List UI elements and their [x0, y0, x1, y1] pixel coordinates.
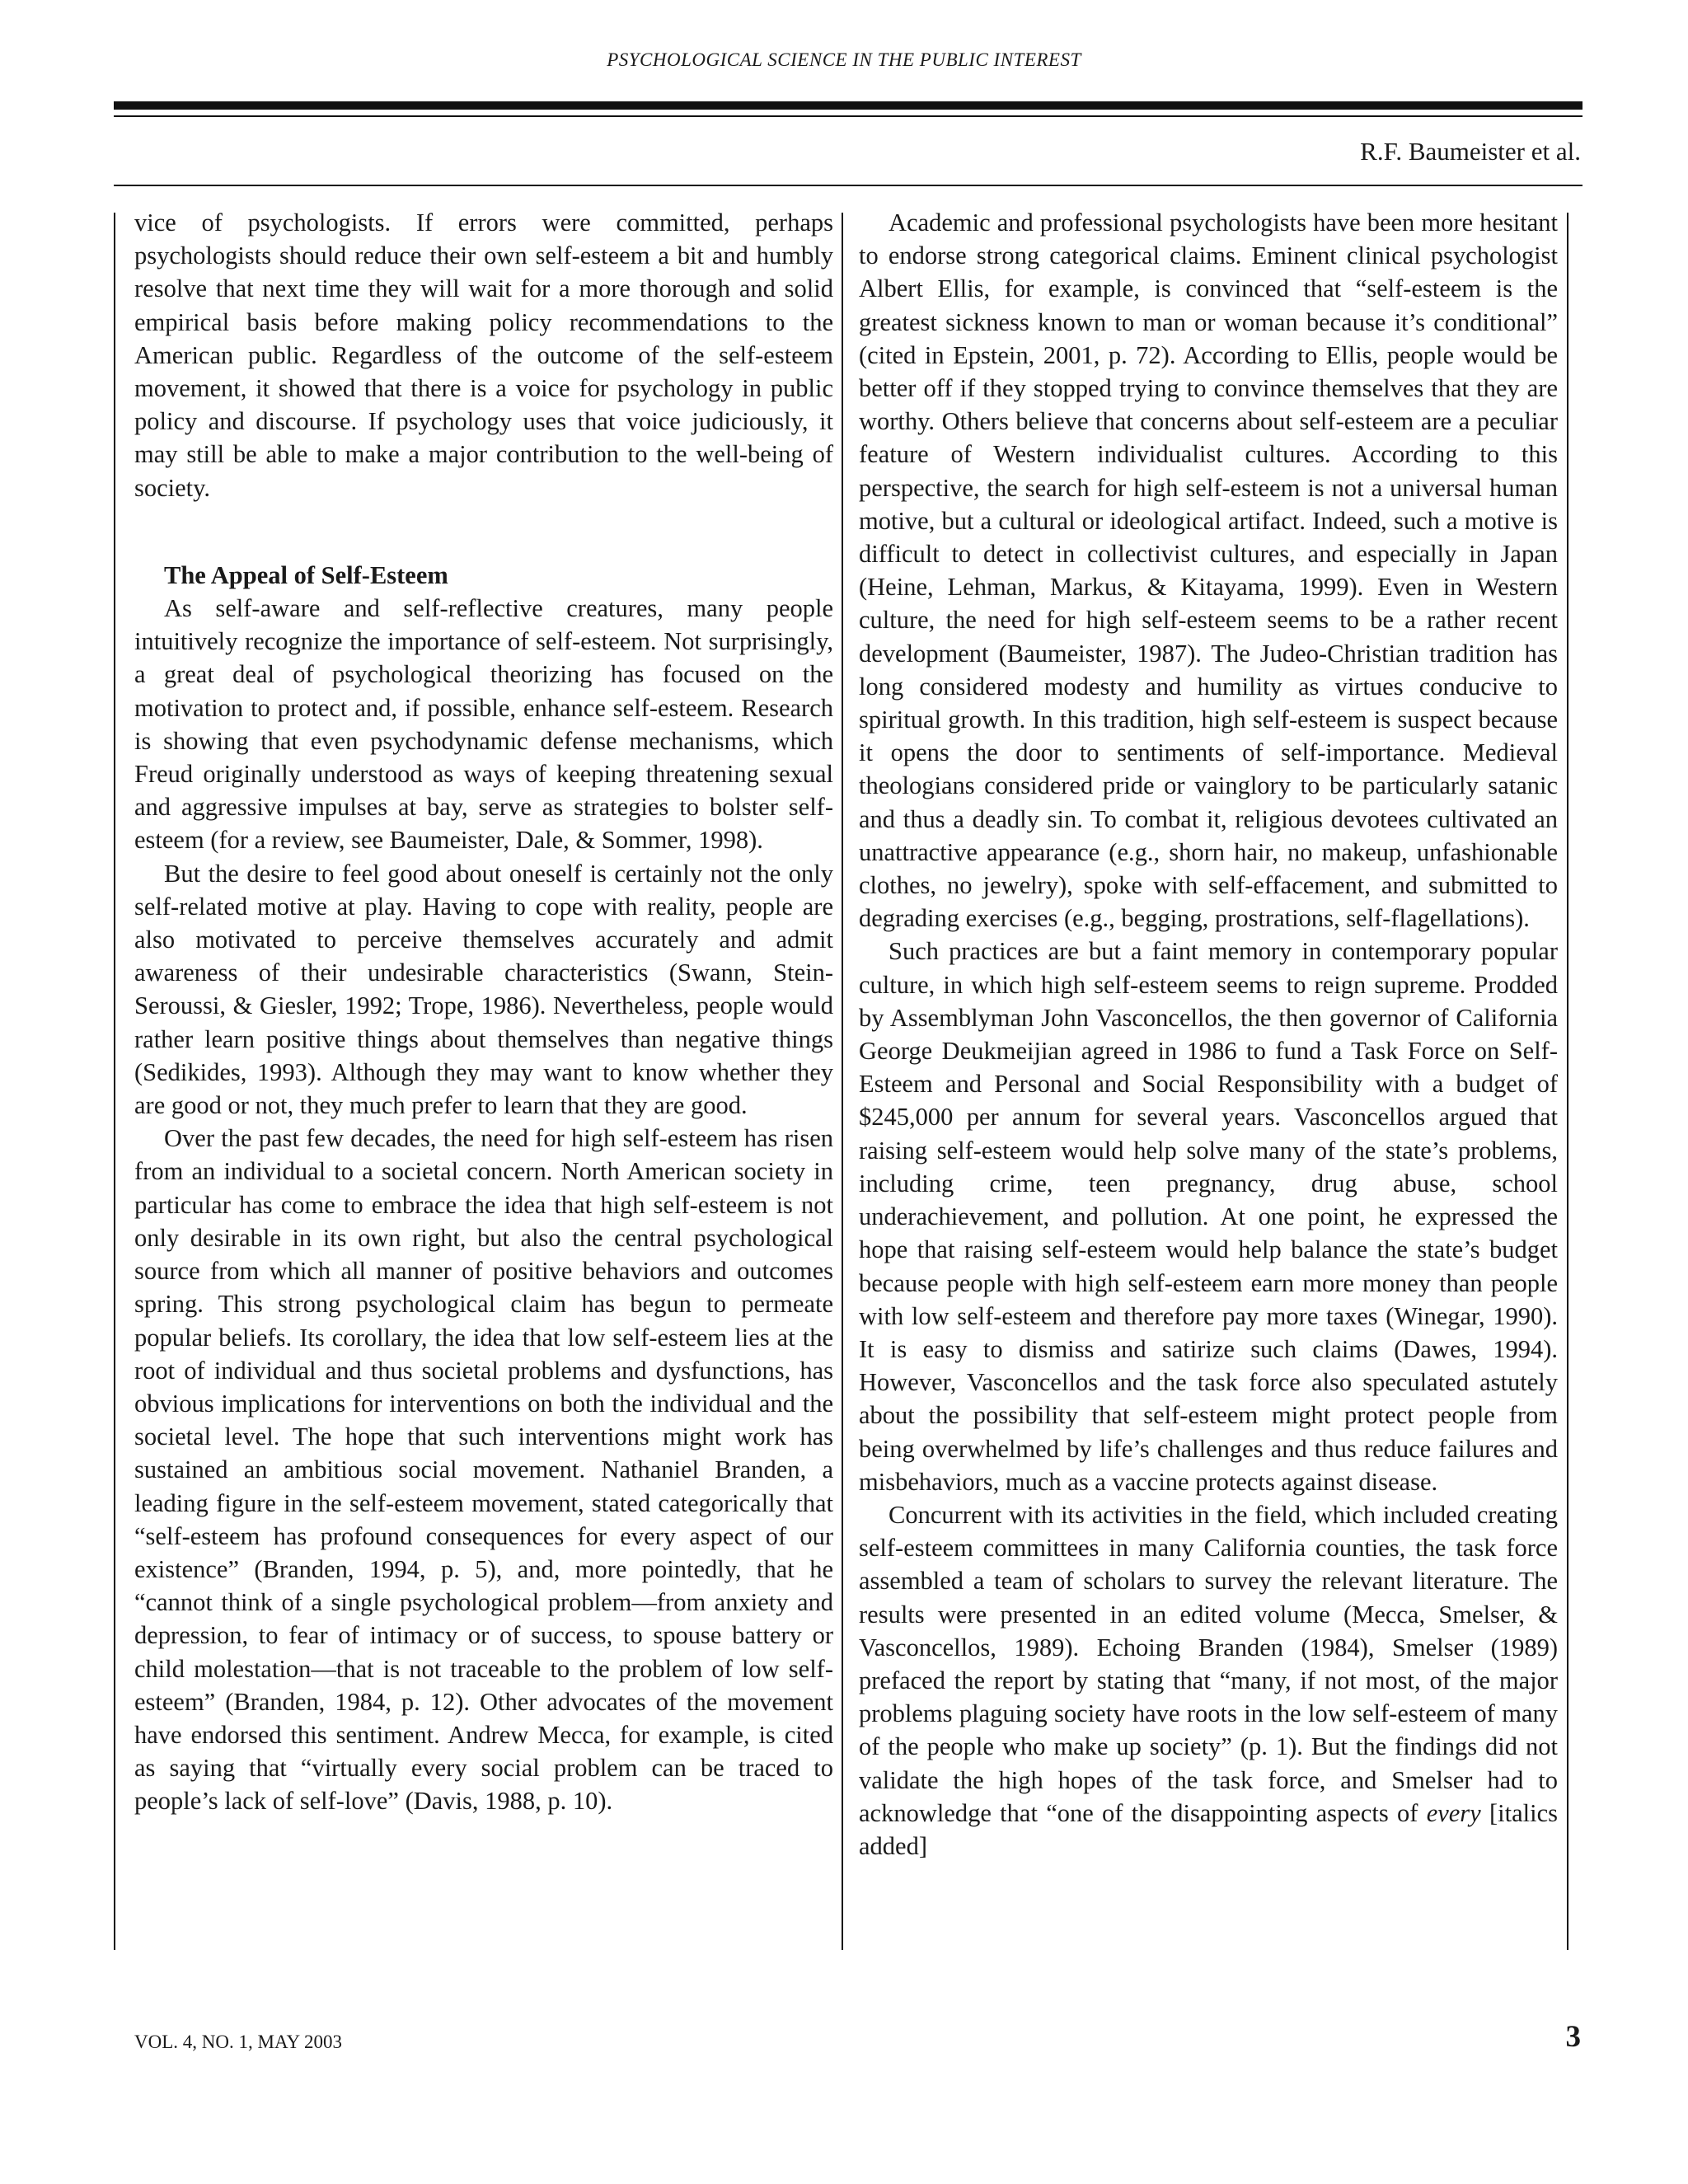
left-column — [134, 206, 833, 1818]
right-column — [859, 206, 1558, 1863]
journal-title: PSYCHOLOGICAL SCIENCE IN THE PUBLIC INTEREST — [607, 49, 1081, 70]
paragraph: Over the past few decades, the need for high self-esteem has risen from an individual to a societal concern. North American society in particular has come to embrace the idea that high self-esteem is not only desirable in its own right, but also the central psychological source from which all manner of positive behaviors and outcomes spring. This strong psychological claim has begun to permeate popular beliefs. Its corollary, the idea that low self-esteem lies at the root of individual and thus societal problems and dysfunctions, has obvious implications for interventions on both the individual and the societal level. The hope that such interventions might work has sustained an ambitious social movement. Nathaniel Branden, a leading figure in the self-esteem movement, stated categorically that “self-esteem has profound consequences for every aspect of our existence” (Branden, 1994, p. 5), and, more pointedly, that he “cannot think of a single psychological problem—from anxiety and depression, to fear of intimacy or of success, to spouse battery or child molestation—that is not traceable to the problem of low self-esteem” (Branden, 1984, p. 12). Other advocates of the movement have endorsed this sentiment. Andrew Mecca, for example, is cited as saying that “virtually every social problem can be traced to people’s lack of self-love” (Davis, 1988, p. 10). — [134, 1124, 833, 1816]
center-column-rule — [842, 213, 843, 1950]
paragraph-last — [859, 1498, 1558, 1863]
running-authors: R.F. Baumeister et al. — [1360, 137, 1581, 166]
paragraph-text: [italics added] — [859, 1798, 1558, 1860]
paragraph-text: Concurrent with its activities in the field, which included creating self-esteem committees in many California counties, the task force assembled a team of scholars to survey the relevant literature. The results were presented in an edited volume (Mecca, Smelser, & Vasconcellos, 1989). Echoing Branden (1984), Smelser (1989) prefaced the report by stating that “many, if not most, of the major problems plaguing society have roots in the low self-esteem of many of the people who make up society” (p. 1). But the findings did not validate the high hopes of the task force, and Smelser had to acknowledge that “one of the disappointing aspects of — [859, 1500, 1558, 1827]
header-rule-thick — [114, 101, 1582, 110]
italic-word: every — [1426, 1798, 1481, 1827]
paragraph: Academic and professional psychologists have been more hesitant to endorse strong categorical claims. Eminent clinical psychologist Albert Ellis, for example, is convinced that “self-esteem is the greatest sickness known to man or woman because it’s conditional” (cited in Epstein, 2001, p. 72). According to Ellis, people would be better off if they stopped trying to convince themselves that they are worthy. Others believe that concerns about self-esteem are a peculiar feature of Western individualist cultures. According to this perspective, the search for high self-esteem is not a universal human motive, but a cultural or ideological artifact. Indeed, such a motive is difficult to detect in collectivist cultures, and especially in Japan (Heine, Lehman, Markus, & Kitayama, 1999). Even in Western culture, the need for high self-esteem seems to be a rather recent development (Baumeister, 1987). The Judeo-Christian tradition has long considered modesty and humility as virtues conducive to spiritual growth. In this tradition, high self-esteem is suspect because it opens the door to sentiments of self-importance. Medieval theologians considered pride or vainglory to be particularly satanic and thus a deadly sin. To combat it, religious devotees cultivated an unattractive appearance (e.g., shorn hair, no makeup, unfashionable clothes, no jewelry), spoke with self-effacement, and submitted to degrading exercises (e.g., begging, prostrations, self-flagellations). — [859, 209, 1558, 933]
header-rule-bottom — [114, 185, 1582, 186]
right-column-rule — [1567, 213, 1568, 1950]
header-rule-thin — [114, 115, 1582, 117]
paragraph: As self-aware and self-reflective creatures, many people intuitively recognize the importance of self-esteem. Not surprisingly, a great deal of psychological theorizing has focused on the motivation to protect and, if possible, enhance self-esteem. Research is showing that even psychodynamic defense mechanisms, which Freud originally understood as ways of keeping threatening sexual and aggressive impulses at bay, serve as strategies to bolster self-esteem (for a review, see Baumeister, Dale, & Sommer, 1998). — [134, 594, 833, 855]
section-gap — [134, 504, 833, 559]
paragraph: Such practices are but a faint memory in contemporary popular culture, in which high self-esteem seems to reign supreme. Prodded by Assemblyman John Vasconcellos, the then governor of California George Deukmeijian agreed in 1986 to fund a Task Force on Self-Esteem and Personal and Social Responsibility with a budget of $245,000 per annum for several years. Vasconcellos argued that raising self-esteem would help solve many of the state’s problems, including crime, teen pregnancy, drug abuse, school underachievement, and pollution. At one point, he expressed the hope that raising self-esteem would help balance the state’s budget because people with high self-esteem earn more money than people with low self-esteem and therefore pay more taxes (Winegar, 1990). It is easy to dismiss and satirize such claims (Dawes, 1994). However, Vasconcellos and the task force also speculated astutely about the possibility that self-esteem might protect people from being overwhelmed by life’s challenges and thus reduce failures and misbehaviors, much as a vaccine protects against disease. — [859, 937, 1558, 1496]
page-number: 3 — [1565, 2020, 1581, 2054]
volume-info: VOL. 4, NO. 1, MAY 2003 — [134, 2032, 342, 2052]
left-column-rule — [114, 213, 115, 1950]
section-heading: The Appeal of Self-Esteem — [164, 560, 448, 589]
continuation-paragraph: vice of psychologists. If errors were committed, perhaps psychologists should reduce their own self-esteem a bit and humbly resolve that next time they will wait for a more thorough and solid empirical basis before making policy recommendations to the American public. Regardless of the outcome of the self-esteem movement, it showed that there is a voice for psychology in public policy and discourse. If psychology uses that voice judiciously, it may still be able to make a major contribution to the well-being of society. — [134, 209, 833, 502]
paragraph: But the desire to feel good about oneself is certainly not the only self-related motive at play. Having to cope with reality, people are also motivated to perceive themselves accurately and admit awareness of their undesirable characteristics (Swann, Stein-Seroussi, & Giesler, 1992; Trope, 1986). Nevertheless, people would rather learn positive things about themselves than negative things (Sedikides, 1993). Although they may want to know whether they are good or not, they much prefer to learn that they are good. — [134, 859, 833, 1120]
